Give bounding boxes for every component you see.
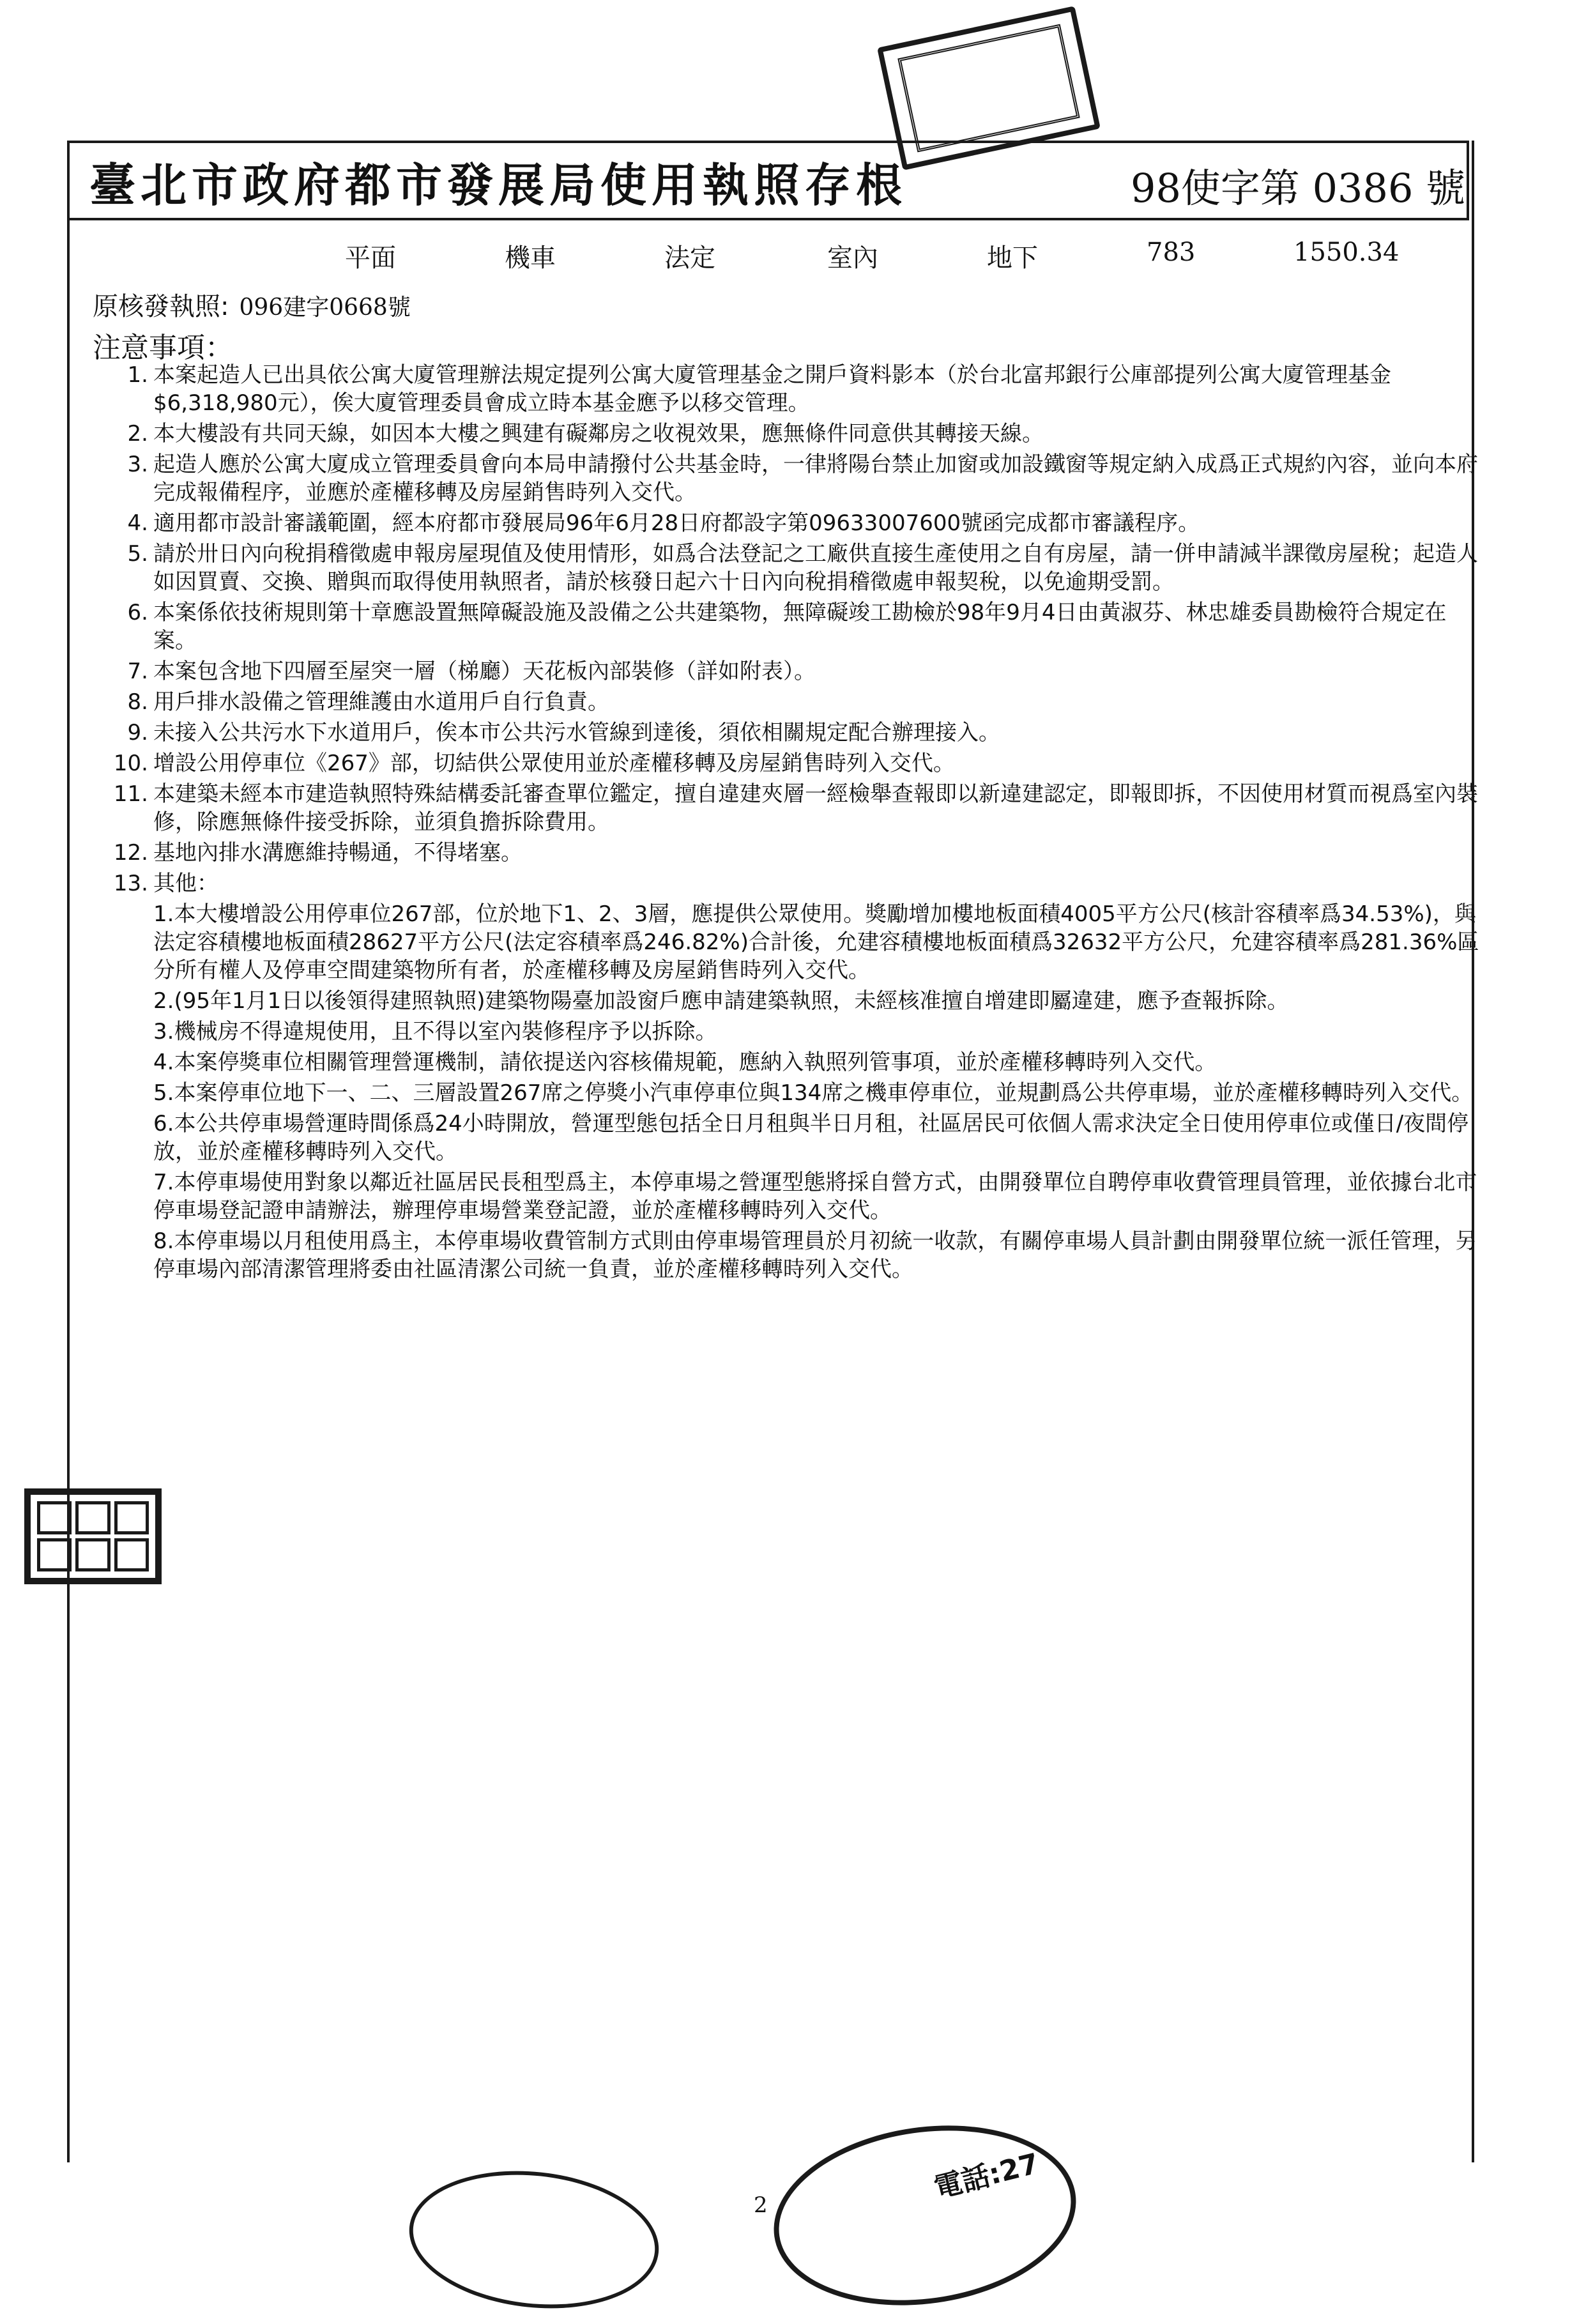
other-item: 8.本停車場以月租使用爲主，本停車場收費管制方式則由停車場管理員於月初統一收款，有關停車場人員計劃由開發單位統一派任管理，另停車場內部清潔管理將委由社區清潔公司統一負責，並於產權移轉時列入交代。: [153, 1228, 1477, 1282]
document-title: 臺北市政府都市發展局使用執照存根: [89, 158, 908, 212]
note-item: [96, 657, 1488, 685]
document-number: 98使字第 0386 號: [1131, 165, 1466, 211]
note-number: 12.: [113, 840, 148, 866]
note-text: 起造人應於公寓大廈成立管理委員會向本局申請撥付公共基金時，一律將陽台禁止加窗或加設鐵窗等規定納入成爲正式規約內容，並向本府完成報備程序，並應於產權移轉及房屋銷售時列入交代。: [153, 452, 1478, 505]
other-item: 4.本案停獎車位相關管理營運機制，請依提送內容核備規範，應納入執照列管事項，並於產權移轉時列入交代。: [153, 1050, 1217, 1075]
note-item: [96, 749, 1488, 777]
note-item: [96, 420, 1488, 448]
other-item: 3.機械房不得違規使用，且不得以室內裝修程序予以拆除。: [153, 1019, 717, 1044]
note-text: 其他：: [153, 871, 218, 896]
note-item: [96, 509, 1488, 537]
notes-title: 注意事項：: [93, 332, 233, 364]
page-number: 2: [754, 2192, 768, 2218]
note-text: 適用都市設計審議範圍，經本府都市發展局96年6月28日府都設字第09633007600號函完成都市審議程序。: [153, 510, 1200, 536]
note-item: [96, 599, 1488, 655]
note-text: 基地內排水溝應維持暢通，不得堵塞。: [153, 840, 523, 866]
note-item: [96, 839, 1488, 867]
note-text: 本大樓設有共同天線，如因本大樓之興建有礙鄰房之收視效果，應無條件同意供其轉接天線。: [153, 421, 1044, 447]
note-text: 本建築未經本市建造執照特殊結構委託審查單位鑑定，擅自違建夾層一經檢舉查報即以新違建認定，即報即拆，不因使用材質而視爲室內裝修，除應無條件接受拆除，並須負擔拆除費用。: [153, 781, 1478, 835]
note-text: 本案起造人已出具依公寓大廈管理辦法規定提列公寓大廈管理基金之開戶資料影本（於台北富邦銀行公庫部提列公寓大廈管理基金$6,318,980元），俟大廈管理委員會成立時本基金應予以移交管理。: [153, 362, 1391, 416]
note-text: 請於卅日內向稅捐稽徵處申報房屋現值及使用情形，如爲合法登記之工廠供直接生產使用之自有房屋，請一併申請減半課徵房屋稅；起造人如因買賣、交換、贈與而取得使用執照者，請於核發日起六十日內向稅捐稽徵處申報契稅，以免逾期受罰。: [153, 541, 1478, 595]
official-seal-bottom-left: [402, 2159, 666, 2320]
summary-cell: 機車: [505, 243, 556, 273]
summary-cell: 783: [1147, 238, 1196, 267]
original-license-value: 096建字0668號: [239, 294, 411, 321]
note-item: [96, 361, 1488, 417]
summary-cell: 法定: [664, 243, 715, 273]
seal-cell: [37, 1538, 72, 1571]
note-item: [96, 869, 1488, 898]
seal-ring: [897, 24, 1080, 153]
note-number: 5.: [127, 541, 148, 567]
seal-cell: [75, 1501, 110, 1534]
seal-cell: [37, 1501, 72, 1534]
note-number: 7.: [127, 659, 148, 684]
other-item: 7.本停車場使用對象以鄰近社區居民長租型爲主，本停車場之營運型態將採自營方式，由開發單位自聘停車收費管理員管理，並依據台北市停車場登記證申請辦法，辦理停車場營業登記證，並於產權移轉時列入交代。: [153, 1170, 1477, 1223]
summary-cell: 1550.34: [1293, 238, 1400, 267]
note-item: [96, 719, 1488, 747]
notes-list: [96, 361, 1488, 1286]
note-number: 11.: [113, 781, 148, 807]
note-number: 13.: [113, 871, 148, 896]
note-text: 未接入公共污水下水道用戶，俟本市公共污水管線到達後，須依相關規定配合辦理接入。: [153, 720, 1000, 745]
note-number: 3.: [127, 452, 148, 477]
seal-phone-text: 電話:27: [931, 2147, 1042, 2205]
note-number: 4.: [127, 510, 148, 536]
note-number: 10.: [113, 751, 148, 776]
official-seal-left: [24, 1488, 162, 1584]
other-item: 6.本公共停車場營運時間係爲24小時開放，營運型態包括全日月租與半日月租，社區居民可依個人需求決定全日使用停車位或僅日/夜間停放，並於產權移轉時列入交代。: [153, 1111, 1469, 1165]
other-item: 1.本大樓增設公用停車位267部，位於地下1、2、3層，應提供公眾使用。獎勵增加樓地板面積4005平方公尺(核計容積率爲34.53%)，與法定容積樓地板面積28627平方公尺(法定容積率爲246.82%)合計後，允建容積樓地板面積爲32632平方公尺，允建容積率爲281.36%區分所有權人及停車空間建築物所有者，於產權移轉及房屋銷售時列入交代。: [153, 901, 1479, 983]
note-number: 1.: [127, 362, 148, 388]
summary-cell: 地下: [987, 243, 1038, 273]
note-number: 9.: [127, 720, 148, 745]
note-item: [96, 450, 1488, 507]
note-text: 增設公用停車位《267》部，切結供公眾使用並於產權移轉及房屋銷售時列入交代。: [153, 751, 955, 776]
seal-cell: [75, 1538, 110, 1571]
note-text: 用戶排水設備之管理維護由水道用戶自行負責。: [153, 689, 609, 715]
summary-cell: 平面: [345, 243, 396, 273]
seal-cell: [114, 1501, 149, 1534]
seal-grid: [37, 1501, 149, 1571]
summary-row: [0, 238, 1579, 276]
note-text: 本案係依技術規則第十章應設置無障礙設施及設備之公共建築物，無障礙竣工勘檢於98年9月4日由黃淑芬、林忠雄委員勘檢符合規定在案。: [153, 600, 1447, 654]
original-license-label: 原核發執照:: [93, 292, 229, 321]
note-number: 2.: [127, 421, 148, 447]
note-number: 6.: [127, 600, 148, 625]
original-license: [93, 286, 411, 323]
note-item: [96, 540, 1488, 596]
other-item: 2.(95年1月1日以後領得建照執照)建築物陽臺加設窗戶應申請建築執照，未經核准擅自增建即屬違建，應予查報拆除。: [153, 988, 1289, 1014]
note-text: 本案包含地下四層至屋突一層（梯廳）天花板內部裝修（詳如附表）。: [153, 659, 816, 684]
note-item: [96, 688, 1488, 716]
summary-cell: 室內: [827, 243, 878, 273]
note-number: 8.: [127, 689, 148, 715]
other-item: 5.本案停車位地下一、二、三層設置267席之停獎小汽車停車位與134席之機車停車位，並規劃爲公共停車場，並於產權移轉時列入交代。: [153, 1080, 1474, 1106]
seal-cell: [114, 1538, 149, 1571]
note-item: [96, 780, 1488, 836]
